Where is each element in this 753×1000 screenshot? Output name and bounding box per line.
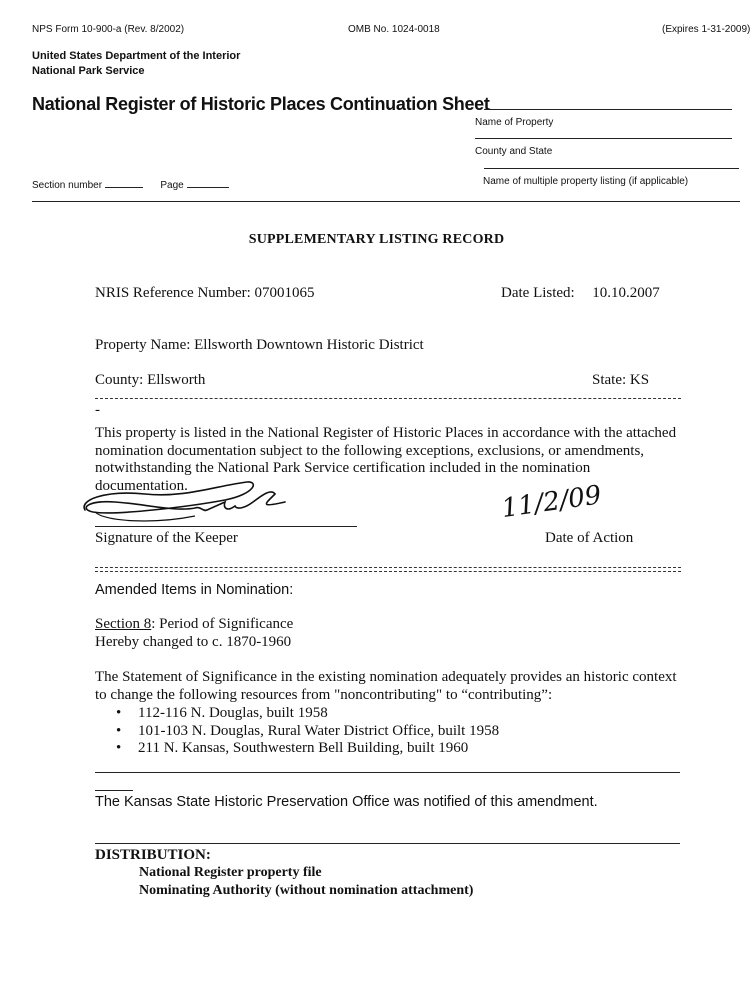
significance-statement <box>95 669 677 704</box>
omb-number: OMB No. 1024-0018 <box>348 24 440 35</box>
name-of-property-line <box>484 109 732 110</box>
date-listed <box>501 285 660 302</box>
distribution-heading: DISTRIBUTION: <box>95 847 211 863</box>
date-listed-value: 10.10.2007 <box>592 285 660 301</box>
nris-reference: NRIS Reference Number: 07001065 <box>95 285 315 301</box>
page-blank <box>187 177 229 188</box>
statement-line: This property is listed in the National Register of Historic Places in accordance with the attached <box>95 425 677 441</box>
header-divider <box>32 201 740 202</box>
distribution-item: Nominating Authority (without nomination attachment) <box>139 883 474 898</box>
double-divider-bottom <box>95 571 681 572</box>
section-number-blank <box>105 177 143 188</box>
form-title: National Register of Historic Places Continuation Sheet <box>32 94 490 114</box>
statement-line: documentation. <box>95 477 188 494</box>
property-name: Property Name: Ellsworth Downtown Historic District <box>95 337 424 353</box>
expiration-date: (Expires 1-31-2009) <box>662 24 751 35</box>
dash-mark: - <box>95 402 100 418</box>
page-label: Page <box>160 180 184 191</box>
period-change: Hereby changed to c. 1870-1960 <box>95 634 292 650</box>
resource-item: • 112-116 N. Douglas, built 1958 <box>114 705 499 723</box>
signature-line <box>95 526 357 527</box>
significance-line: to change the following resources from "noncontributing" to “contributing”: <box>95 686 553 703</box>
state: State: KS <box>592 372 650 388</box>
date-of-action-label: Date of Action <box>545 530 634 546</box>
double-divider-top <box>95 567 681 568</box>
record-heading: SUPPLEMENTARY LISTING RECORD <box>248 232 505 247</box>
multiple-listing-label: Name of multiple property listing (if applicable) <box>483 176 689 187</box>
statement-line: notwithstanding the National Park Service certification included in the nomination <box>95 460 591 476</box>
section-8-topic: : Period of Significance <box>151 616 294 632</box>
keeper-signature-image <box>75 472 295 532</box>
resource-item: • 101-103 N. Douglas, Rural Water District Office, built 1958 <box>114 723 499 741</box>
county-state-label: County and State <box>475 146 553 157</box>
significance-line: The Statement of Significance in the existing nomination adequately provides an historic context <box>95 669 677 685</box>
resource-item: • 211 N. Kansas, Southwestern Bell Building, built 1960 <box>114 740 499 758</box>
statement-line: nomination documentation subject to the following exceptions, exclusions, or amendments, <box>95 442 645 459</box>
multiple-listing-line <box>484 168 739 169</box>
amendment-divider <box>95 772 680 773</box>
amendments-heading: Amended Items in Nomination: <box>95 582 294 598</box>
county-state-line <box>475 138 732 139</box>
action-date-handwritten: 11/2/09 <box>499 480 604 524</box>
section-number-label: Section number <box>32 180 103 191</box>
date-listed-label: Date Listed: <box>501 285 575 301</box>
county: County: Ellsworth <box>95 372 206 388</box>
resource-list <box>114 705 499 758</box>
section-8-line <box>95 616 293 633</box>
service-name: National Park Service <box>32 65 145 77</box>
distribution-divider <box>95 843 680 844</box>
short-rule <box>95 790 133 791</box>
name-of-property-label: Name of Property <box>475 117 554 128</box>
section-number-field <box>32 177 229 191</box>
form-number: NPS Form 10-900-a (Rev. 8/2002) <box>32 24 185 35</box>
signature-label: Signature of the Keeper <box>95 530 238 546</box>
distribution-item: National Register property file <box>139 865 322 880</box>
department-name: United States Department of the Interior <box>32 50 241 62</box>
shpo-notification: The Kansas State Historic Preservation Office was notified of this amendment. <box>95 794 598 810</box>
section-8-label: Section 8 <box>95 616 152 632</box>
dashed-divider <box>95 398 681 399</box>
